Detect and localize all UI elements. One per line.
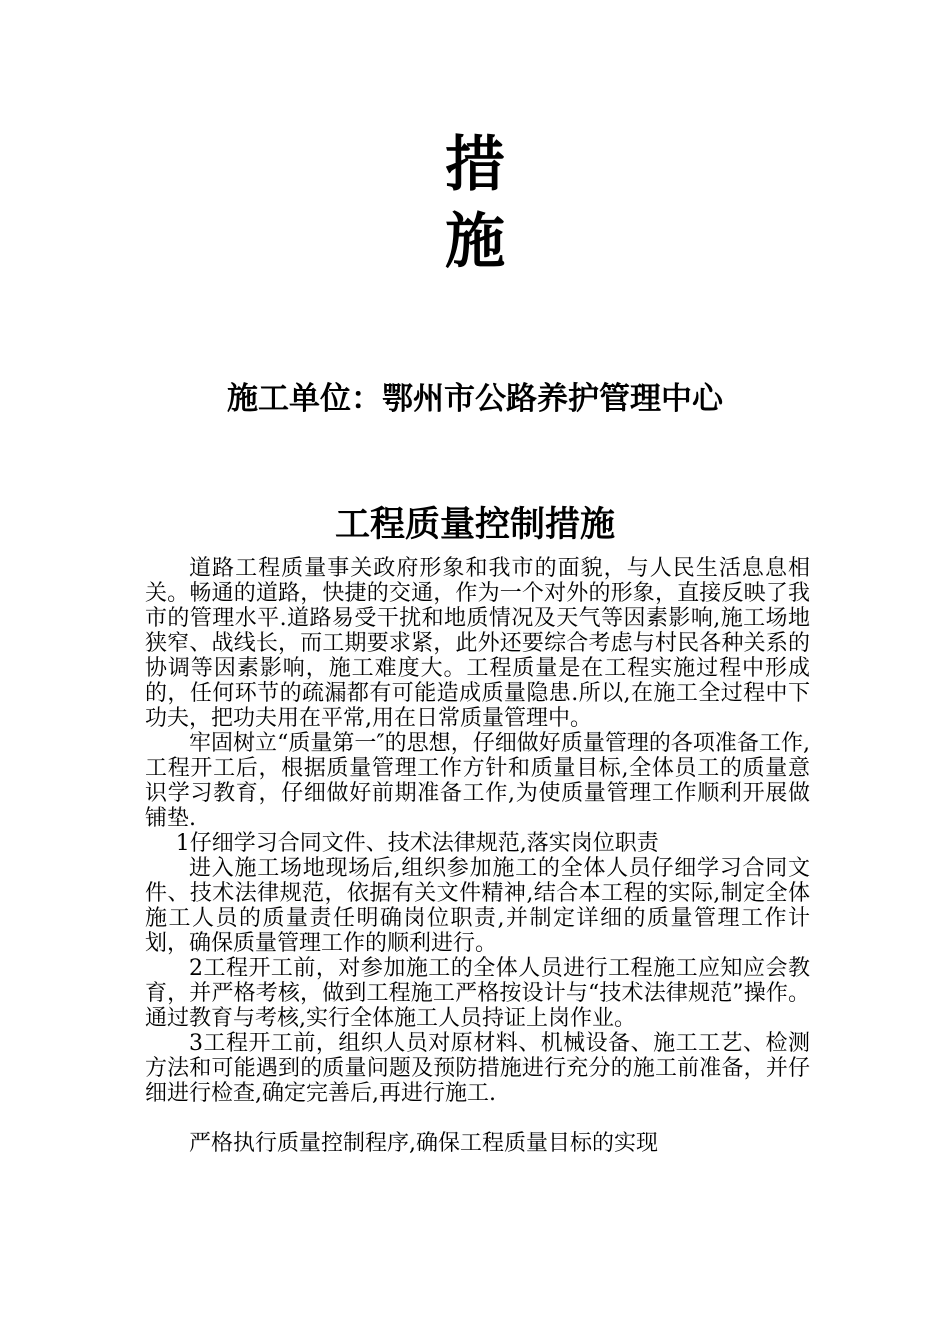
body-text xyxy=(145,556,810,1156)
paragraph-closing: 严格执行质量控制程序,确保工程质量目标的实现 xyxy=(189,1131,658,1156)
construction-unit-line: 施工单位：鄂州市公路养护管理中心 xyxy=(227,381,723,417)
paragraph-item-3: 3工程开工前，组织人员对原材料、机械设备、施工工艺、检测方法和可能遇到的质量问题及预防措施进行充分的施工前准备，并仔细进行检查,确定完善后,再进行施工. xyxy=(145,1031,810,1106)
paragraph-quality-first: 牢固树立“质量第一″的思想，仔细做好质量管理的各项准备工作,工程开工后，根据质量管理工作方针和质量目标,全体员工的质量意识学习教育，仔细做好前期准备工作,为使质量管理工作顺利开展做铺垫. xyxy=(145,731,810,831)
paragraph-intro: 道路工程质量事关政府形象和我市的面貌，与人民生活息息相关。畅通的道路，快捷的交通，作为一个对外的形象，直接反映了我市的管理水平.道路易受干扰和地质情况及天气等因素影响,施工场地狭窄、战线长，而工期要求紧，此外还要综合考虑与村民各种关系的协调等因素影响，施工难度大。工程质量是在工程实施过程中形成的，任何环节的疏漏都有可能造成质量隐患.所以,在施工全过程中下功夫，把功夫用在平常,用在日常质量管理中。 xyxy=(145,556,810,731)
cover-title-char-2: 施 xyxy=(445,207,505,277)
item-heading-1: 1仔细学习合同文件、技术法律规范,落实岗位职责 xyxy=(175,831,659,856)
cover-title-char-1: 措 xyxy=(445,130,505,200)
paragraph-item-2: 2工程开工前，对参加施工的全体人员进行工程施工应知应会教育，并严格考核，做到工程施工严格按设计与“技术法律规范”操作。通过教育与考核,实行全体施工人员持证上岗作业。 xyxy=(145,956,810,1031)
section-heading: 工程质量控制措施 xyxy=(334,505,615,545)
paragraph-item-1-body: 进入施工场地现场后,组织参加施工的全体人员仔细学习合同文件、技术法律规范，依据有关文件精神,结合本工程的实际,制定全体施工人员的质量责任明确岗位职责,并制定详细的质量管理工作计划，确保质量管理工作的顺利进行。 xyxy=(145,856,810,956)
